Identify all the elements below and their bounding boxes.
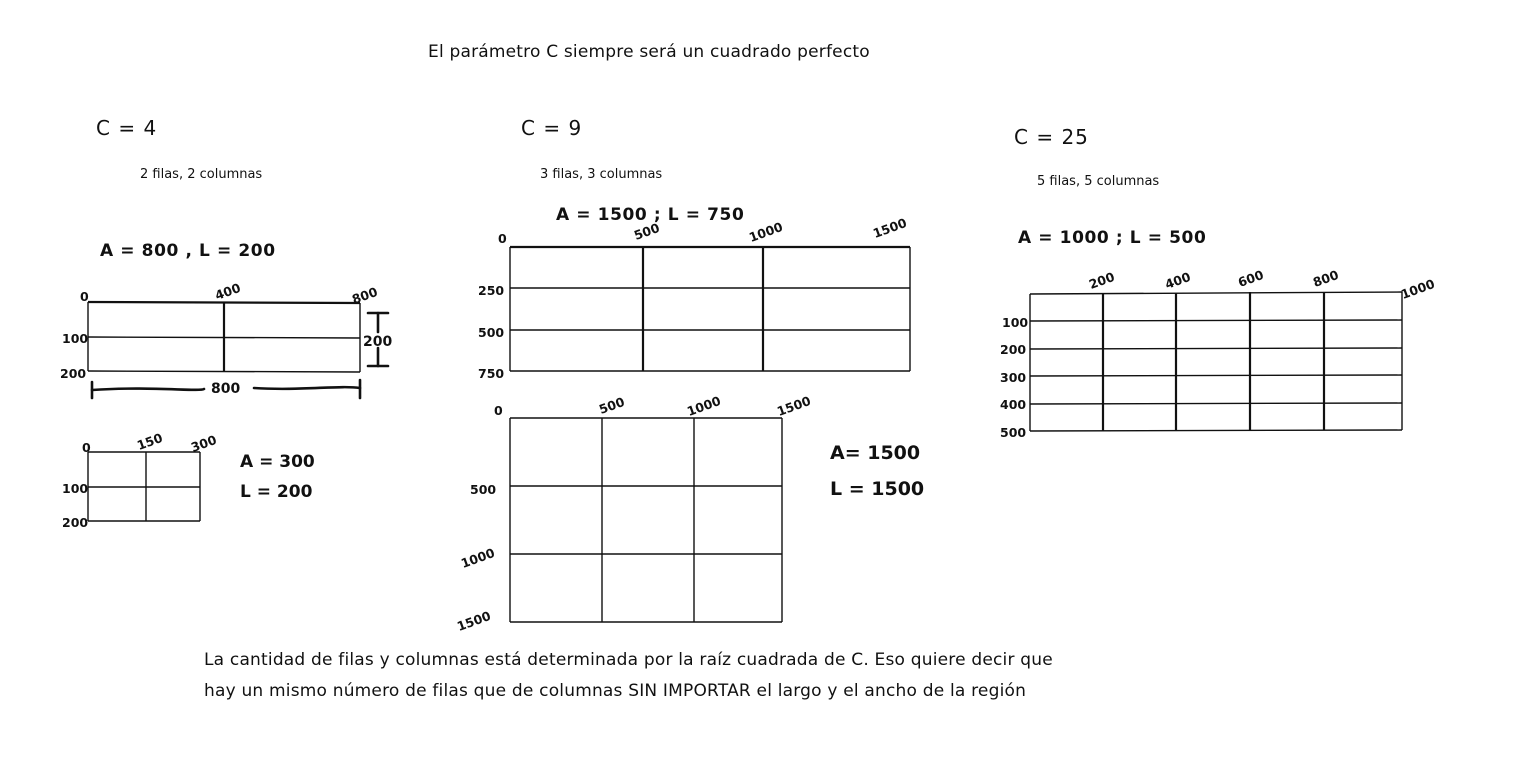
tick-x-c9-square-0: 0 [494, 403, 503, 418]
tick-x-c25-4: 1000 [1398, 276, 1437, 302]
tick-y-c9-square-1: 500 [470, 482, 497, 497]
tick-x-c4-main-2: 800 [349, 283, 380, 307]
tick-x-c9-wide-0: 0 [498, 231, 507, 246]
tick-x-c25-3: 800 [1310, 266, 1341, 290]
side-label-c4-small-1: L = 200 [240, 482, 313, 502]
case-title-c25: C = 25 [1014, 125, 1089, 149]
footer-line-2: hay un mismo número de filas que de columnas SIN IMPORTAR el largo y el ancho de la región [204, 681, 1027, 701]
tick-y-c4-main-1: 100 [62, 331, 89, 346]
tick-y-c25-4: 500 [1000, 425, 1027, 440]
tick-x-c4-small-0: 0 [82, 440, 91, 455]
tick-y-c9-wide-2: 500 [478, 325, 505, 340]
dims-label-c9-wide: A = 1500 ; L = 750 [556, 205, 745, 225]
tick-y-c9-square-3: 1500 [454, 608, 493, 634]
case-subtitle-c9: 3 filas, 3 columnas [540, 167, 663, 182]
tick-y-c9-wide-3: 750 [478, 366, 505, 381]
measure-width-c4: 800 [211, 381, 241, 397]
side-label-c9-square-0: A= 1500 [830, 442, 921, 464]
tick-x-c25-1: 400 [1162, 268, 1193, 292]
dims-label-c25: A = 1000 ; L = 500 [1018, 228, 1207, 248]
tick-x-c4-main-1: 400 [212, 279, 243, 303]
dims-label-c4-main: A = 800 , L = 200 [100, 241, 276, 261]
tick-y-c4-small-1: 100 [62, 481, 89, 496]
tick-y-c9-square-2: 1000 [458, 545, 497, 571]
side-label-c9-square-1: L = 1500 [830, 478, 925, 500]
page-title: El parámetro C siempre será un cuadrado perfecto [428, 42, 870, 62]
measure-height-c4: 200 [363, 334, 393, 350]
tick-x-c4-small-1: 150 [134, 429, 165, 453]
tick-x-c25-0: 200 [1086, 268, 1117, 292]
tick-x-c9-square-2: 1000 [684, 393, 723, 419]
footer-line-1: La cantidad de filas y columnas está determinada por la raíz cuadrada de C. Eso quiere decir que [204, 650, 1053, 670]
tick-x-c4-small-2: 300 [188, 431, 219, 455]
tick-y-c25-3: 400 [1000, 397, 1027, 412]
tick-y-c25-2: 300 [1000, 370, 1027, 385]
case-subtitle-c25: 5 filas, 5 columnas [1037, 174, 1160, 189]
tick-y-c4-main-2: 200 [60, 366, 87, 381]
side-label-c4-small-0: A = 300 [240, 452, 315, 472]
case-title-c4: C = 4 [96, 116, 158, 140]
tick-x-c9-square-1: 500 [596, 393, 627, 417]
tick-x-c4-main-0: 0 [80, 289, 89, 304]
tick-y-c4-small-2: 200 [62, 515, 89, 530]
tick-x-c9-wide-1: 500 [631, 219, 662, 243]
case-subtitle-c4: 2 filas, 2 columnas [140, 167, 263, 182]
tick-x-c9-wide-2: 1000 [746, 219, 785, 245]
tick-y-c9-wide-1: 250 [478, 283, 505, 298]
tick-y-c25-1: 200 [1000, 342, 1027, 357]
tick-x-c9-square-3: 1500 [774, 393, 813, 419]
tick-x-c25-2: 600 [1235, 266, 1266, 290]
case-title-c9: C = 9 [521, 116, 583, 140]
tick-y-c25-0: 100 [1002, 315, 1029, 330]
tick-x-c9-wide-3: 1500 [870, 215, 909, 241]
